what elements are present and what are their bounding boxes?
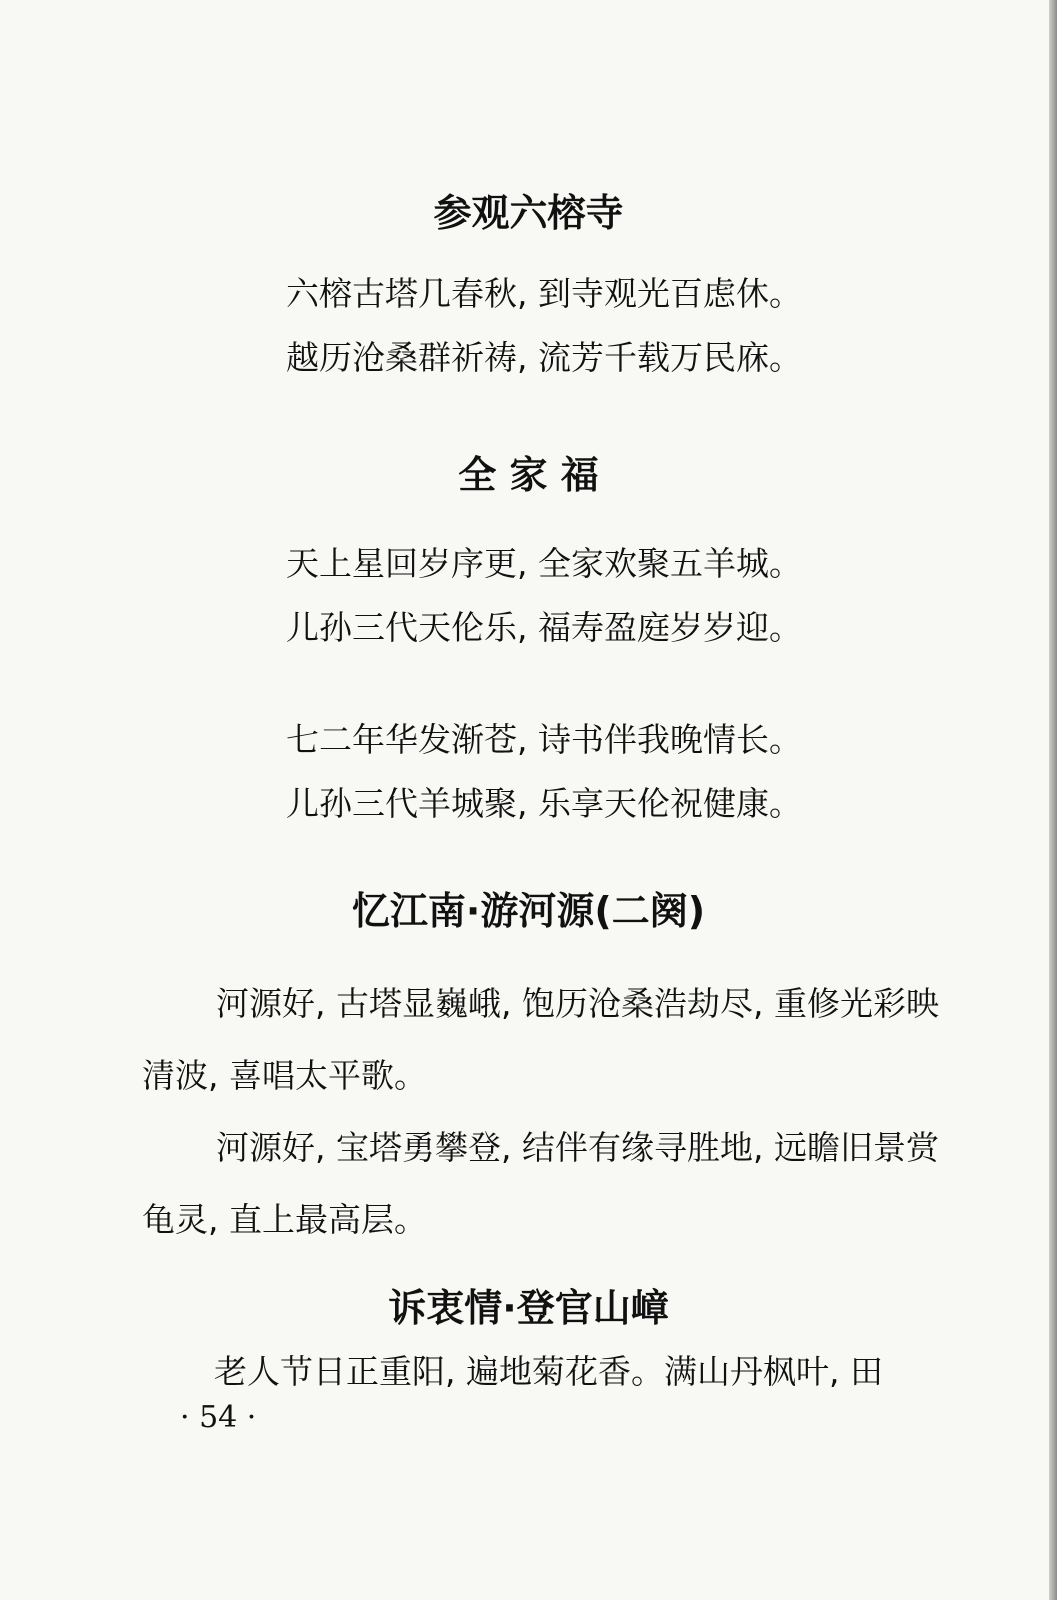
poem-line: 七二年华发渐苍, 诗书伴我晚情长。 — [286, 720, 802, 759]
poem-title-heyuan: 忆江南·游河源(二阕) — [351, 889, 706, 933]
poem-line: 六榕古塔几春秋, 到寺观光百虑休。 — [286, 274, 802, 313]
poem-line: 越历沧桑群祈祷, 流芳千载万民庥。 — [286, 338, 802, 377]
page-number: · 54 · — [180, 1400, 257, 1435]
poem-line: 儿孙三代天伦乐, 福寿盈庭岁岁迎。 — [286, 608, 802, 647]
poem-title-guanshan: 诉衷情·登官山嶂 — [388, 1286, 669, 1330]
poem-paragraph: 河源好, 古塔显巍峨, 饱历沧桑浩劫尽, 重修光彩映清波, 喜唱太平歌。 — [142, 984, 939, 1095]
poem-line: 天上星回岁序更, 全家欢聚五羊城。 — [286, 544, 802, 583]
poem-title-family: 全 家 福 — [458, 453, 599, 497]
page-edge-shadow — [1049, 0, 1057, 1600]
poem-line: 老人节日正重阳, 遍地菊花香。满山丹枫叶, 田 — [214, 1352, 883, 1391]
poem-paragraph: 河源好, 宝塔勇攀登, 结伴有缘寻胜地, 远瞻旧景赏龟灵, 直上最高层。 — [142, 1128, 939, 1239]
poem-title-liurong: 参观六榕寺 — [433, 191, 624, 235]
poem-line: 儿孙三代羊城聚, 乐享天伦祝健康。 — [286, 784, 802, 823]
